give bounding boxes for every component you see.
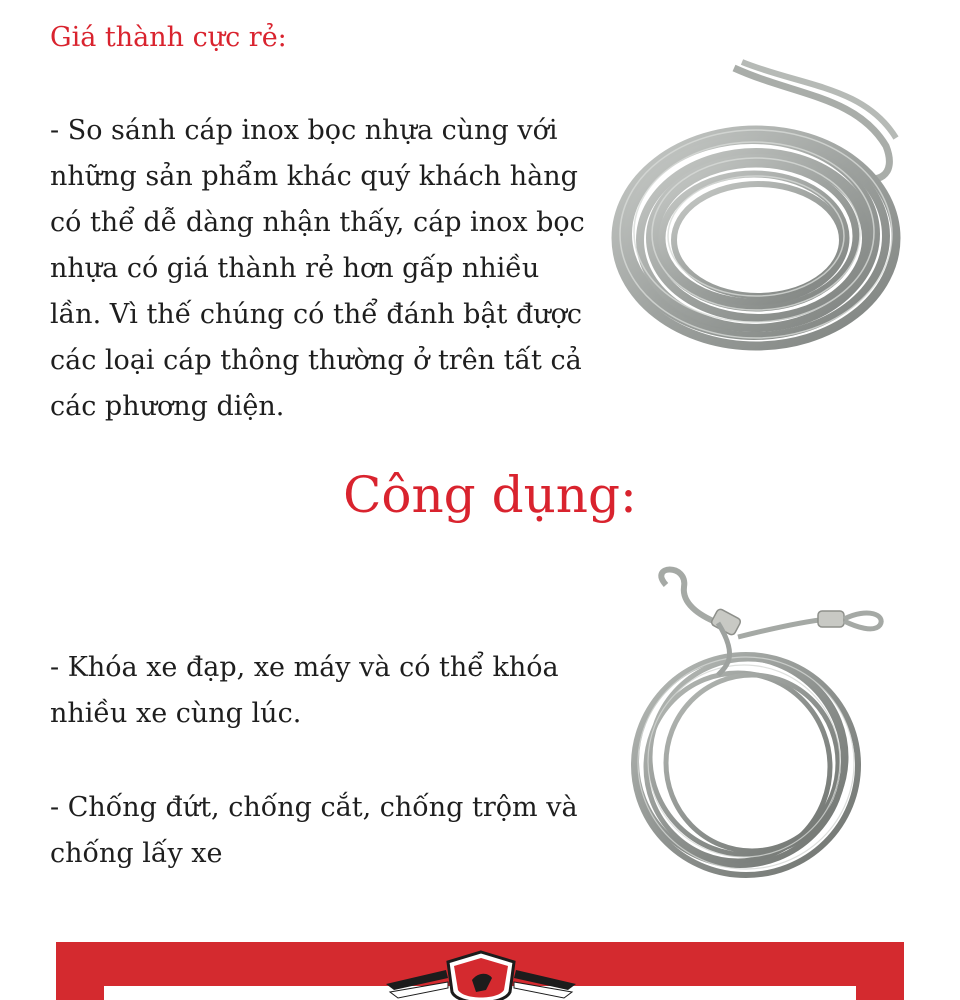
usage-list-item <box>50 645 610 737</box>
price-heading: Giá thành cực rẻ: <box>50 22 287 53</box>
paragraph-line: các phương diện. <box>50 391 285 422</box>
paragraph-line: có thể dễ dàng nhận thấy, cáp inox bọc <box>50 207 585 238</box>
price-paragraph <box>50 108 595 430</box>
usage-item-line: - Khóa xe đạp, xe máy và có thể khóa <box>50 652 559 683</box>
paragraph-line: những sản phẩm khác quý khách hàng <box>50 161 578 192</box>
brand-banner <box>56 942 904 1000</box>
usage-item-line: nhiều xe cùng lúc. <box>50 698 302 729</box>
lock-cable-image <box>618 565 898 890</box>
usage-item-line: chống lấy xe <box>50 838 223 869</box>
usage-item-line: - Chống đứt, chống cắt, chống trộm và <box>50 792 578 823</box>
coiled-cable-image <box>606 56 902 356</box>
paragraph-line: - So sánh cáp inox bọc nhựa cùng với <box>50 115 558 146</box>
paragraph-line: nhựa có giá thành rẻ hơn gấp nhiều <box>50 253 540 284</box>
shield-logo-icon <box>386 946 576 1000</box>
paragraph-line: các loại cáp thông thường ở trên tất cả <box>50 345 582 376</box>
usage-heading: Công dụng: <box>343 466 637 524</box>
paragraph-line: lần. Vì thế chúng có thể đánh bật được <box>50 299 583 330</box>
usage-list-item <box>50 785 610 877</box>
